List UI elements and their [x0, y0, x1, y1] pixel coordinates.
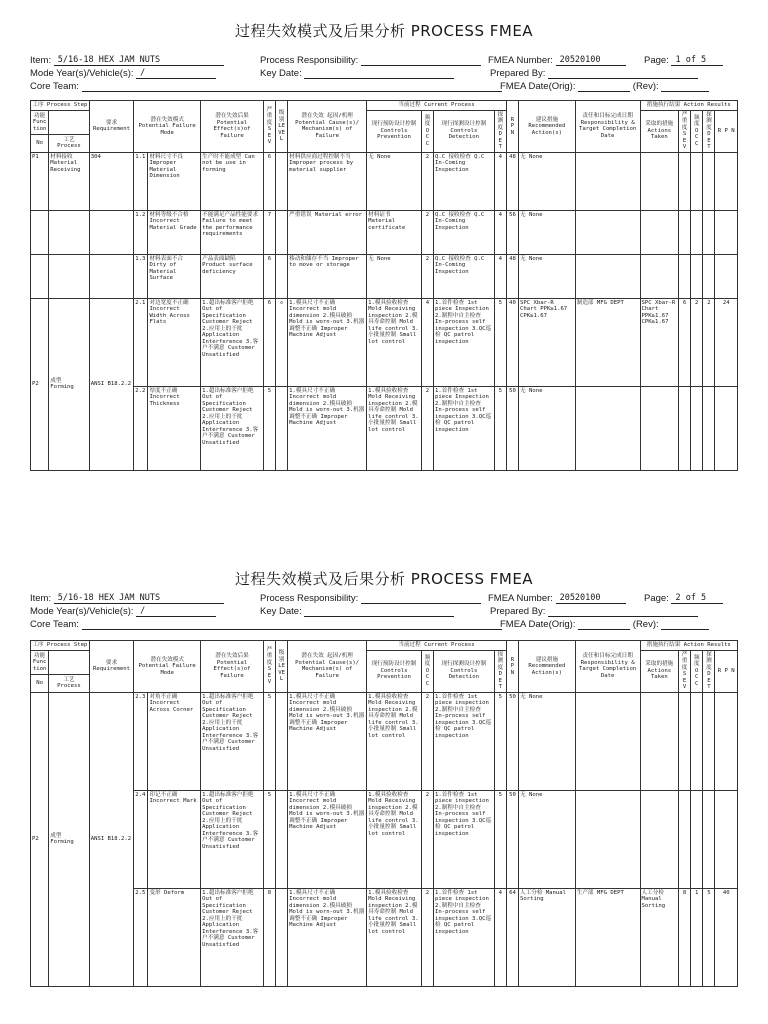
- action-results-header: 措施执行结果 Action Results: [640, 641, 737, 651]
- document-title: 过程失效模式及后果分析 PROCESS FMEA: [234, 570, 534, 588]
- row-occurrence: 2: [421, 790, 433, 888]
- fmea-number-field: [488, 55, 626, 66]
- fmea-date-field: [500, 619, 709, 630]
- key-date-field: [260, 606, 454, 617]
- row-actions-taken: 人工分检 Manual Sorting: [640, 888, 678, 986]
- requirement-header: 要求 Requirement: [89, 641, 134, 693]
- row-recommended-action: SPC Xbar-R Chart PPK≥1.67 CPK≥1.67: [519, 298, 576, 386]
- fmea-date-label: FMEA Date(Orig):: [500, 619, 576, 630]
- row-prevention: 1.模具验收检查 Mold Receiving inspection 2.模具寿命控制 Mold life control 3.小批量控制 Small lot control: [367, 298, 422, 386]
- row-detection-control: 1.首件检查 1st piece inspection 2.制程中自主检查 In-process self inspection 3.QC巡检 QC patrol inspection: [433, 888, 494, 986]
- row-result-rpn: [715, 692, 738, 790]
- failure-effect-header: 潜在失效后果 Potential Effect(s)of Failure: [201, 101, 264, 153]
- row-recommended-action: 人工分检 Manual Sorting: [519, 888, 576, 986]
- failure-mode-header: 潜在失效模式 Potential Failure Mode: [134, 641, 201, 693]
- row-result-detection: [703, 254, 715, 298]
- row-rpn: 50: [506, 790, 518, 888]
- page-number-value: 1 of 5: [671, 55, 723, 66]
- step-spacer-header: [49, 650, 90, 675]
- row-severity: 5: [263, 386, 275, 470]
- row-responsibility: [575, 692, 640, 790]
- row-severity: 6: [263, 152, 275, 210]
- failure-mode-header: 潜在失效模式 Potential Failure Mode: [134, 101, 201, 153]
- detection-rating-header: 探 测 度 D E T: [494, 650, 506, 692]
- page-number-label: Page:: [644, 55, 669, 66]
- fmea-date-label: FMEA Date(Orig):: [500, 81, 576, 92]
- row-result-occurrence: [691, 790, 703, 888]
- process-responsibility-value: [361, 65, 481, 66]
- row-severity: 5: [263, 692, 275, 790]
- row-result-rpn: [715, 386, 738, 470]
- item-value: 5/16-18 HEX JAM NUTS: [54, 593, 224, 604]
- current-process-header: 当前过程 Current Process: [367, 641, 507, 651]
- document-title: 过程失效模式及后果分析 PROCESS FMEA: [234, 22, 534, 40]
- row-no: P2: [31, 298, 49, 470]
- row-result-occurrence: [691, 692, 703, 790]
- row-responsibility: 制造部 MFG DEPT: [575, 298, 640, 386]
- fmea-date-value: [578, 629, 630, 630]
- result-rpn-header: R P N: [715, 650, 738, 692]
- row-responsibility: [575, 210, 640, 254]
- row-failure-mode: 对角不正确 Incorrect Across Corner: [148, 692, 201, 790]
- row-sub-number: 2.3: [134, 692, 148, 790]
- function-header: 功能 Function: [31, 110, 49, 135]
- row-result-severity: [679, 386, 691, 470]
- item-label: Item:: [30, 593, 52, 604]
- fmea-date-value: [578, 91, 630, 92]
- row-rpn: 64: [506, 888, 518, 986]
- row-responsibility: 生产部 MFG DEPT: [575, 888, 640, 986]
- row-result-severity: 6: [679, 298, 691, 386]
- actions-taken-header: 采取的措施 Actions Taken: [640, 650, 678, 692]
- row-severity: 6: [263, 298, 275, 386]
- row-detection-rating: 5: [494, 386, 506, 470]
- row-classification: [276, 254, 288, 298]
- row-process: [49, 210, 90, 254]
- process-responsibility-field: [260, 593, 481, 604]
- row-severity: 8: [263, 888, 275, 986]
- row-occurrence: 4: [421, 298, 433, 386]
- fmea-table-body: [31, 152, 738, 470]
- core-team-field: [30, 619, 502, 630]
- row-prevention: 1.模具验收检查 Mold Receiving inspection 2.模具寿命控制 Mold life control 3.小批量控制 Small lot control: [367, 790, 422, 888]
- row-prevention: 无 None: [367, 152, 422, 210]
- row-result-rpn: [715, 790, 738, 888]
- row-failure-mode: 对边宽度不正确 Incorrect Width Across Flats: [148, 298, 201, 386]
- row-classification: [276, 888, 288, 986]
- revision-value: [661, 629, 709, 630]
- row-result-detection: [703, 692, 715, 790]
- row-failure-mode: 材料尺寸不良 Improper Material Dimension: [148, 152, 201, 210]
- item-value: 5/16-18 HEX JAM NUTS: [54, 55, 224, 66]
- row-failure-cause: 移动和储存不当 Improper to move or storage: [288, 254, 367, 298]
- page-number-field: [644, 55, 723, 66]
- row-result-severity: [679, 152, 691, 210]
- row-recommended-action: 无 None: [519, 790, 576, 888]
- row-detection-rating: 5: [494, 790, 506, 888]
- fmea-date-field: [500, 81, 709, 92]
- occurrence-header: 频 度 O C C: [421, 110, 433, 152]
- row-sub-number: 2.5: [134, 888, 148, 986]
- row-failure-effect: 不能满足产品性能要求 Failure to meet the performance requirements: [201, 210, 264, 254]
- row-detection-rating: 4: [494, 254, 506, 298]
- rpn-header: R P N: [506, 641, 518, 693]
- result-detection-header: 探 测 度 D E T: [703, 110, 715, 152]
- fmea-number-label: FMEA Number:: [488, 55, 553, 66]
- classification-header: 级 别 LEVEL: [276, 101, 288, 153]
- row-detection-rating: 5: [494, 298, 506, 386]
- table-row: [31, 210, 738, 254]
- row-actions-taken: [640, 386, 678, 470]
- row-result-detection: 5: [703, 888, 715, 986]
- row-prevention: 1.模具验收检查 Mold Receiving inspection 2.模具寿命控制 Mold life control 3.小批量控制 Small lot control: [367, 888, 422, 986]
- row-result-occurrence: [691, 152, 703, 210]
- row-requirement: ANSI B18.2.2: [89, 298, 134, 470]
- row-occurrence: 2: [421, 254, 433, 298]
- row-result-severity: 8: [679, 888, 691, 986]
- row-process: 材料接收 Material Receiving: [49, 152, 90, 210]
- row-actions-taken: [640, 790, 678, 888]
- severity-header: 严 重 度 S E V: [263, 101, 275, 153]
- row-prevention: 材料证书 Material certificate: [367, 210, 422, 254]
- row-classification: [276, 152, 288, 210]
- row-rpn: 40: [506, 298, 518, 386]
- row-prevention: 无 None: [367, 254, 422, 298]
- row-prevention: 1.模具验收检查 Mold Receiving inspection 2.模具寿命控制 Mold life control 3.小批量控制 Small lot control: [367, 692, 422, 790]
- row-result-occurrence: 1: [691, 888, 703, 986]
- row-detection-rating: 4: [494, 210, 506, 254]
- process-step-header: 工序 Process Step: [32, 642, 88, 648]
- row-sub-number: 2.1: [134, 298, 148, 386]
- page-number-field: [644, 593, 723, 604]
- row-result-rpn: 40: [715, 888, 738, 986]
- row-classification: [276, 210, 288, 254]
- row-responsibility: [575, 152, 640, 210]
- row-failure-cause: 1.模具尺寸不正确 Incorrect mold dimension 2.模具破损 Mold is worn-out 3.机器调整不正确 Improper Machine Adjust: [288, 790, 367, 888]
- classification-header: 级 别 LEVEL: [276, 641, 288, 693]
- row-result-rpn: [715, 254, 738, 298]
- row-rpn: 56: [506, 210, 518, 254]
- result-occurrence-header: 频 度 O C C: [691, 110, 703, 152]
- no-header: No: [31, 675, 49, 692]
- row-detection-rating: 5: [494, 692, 506, 790]
- row-detection-rating: 4: [494, 152, 506, 210]
- prepared-by-label: Prepared By:: [490, 68, 546, 79]
- recommended-action-header: 建议措施 Recommended Action(s): [519, 101, 576, 153]
- row-failure-effect: 1.超出标准客户拒绝 Out of Specification Customer Reject 2.应用上的干扰 Application Interference 3.客户不满意 Customer Unsatisfied: [201, 692, 264, 790]
- fmea-number-value: 20520100: [556, 593, 626, 604]
- row-no: [31, 254, 49, 298]
- row-failure-cause: 1.模具尺寸不正确 Incorrect mold dimension 2.模具破损 Mold is worn-out 3.机器调整不正确 Improper Machine Adjust: [288, 888, 367, 986]
- row-occurrence: 2: [421, 152, 433, 210]
- process-header: 工艺 Process: [49, 675, 90, 692]
- row-failure-mode: 材料表面不合 Dirty of Material Surface: [148, 254, 201, 298]
- row-recommended-action: 无 None: [519, 210, 576, 254]
- page-number-label: Page:: [644, 593, 669, 604]
- row-responsibility: [575, 790, 640, 888]
- model-year-label: Mode Year(s)/Vehicle(s):: [30, 68, 134, 79]
- revision-value: [661, 91, 709, 92]
- no-header: No: [31, 135, 49, 152]
- row-result-severity: [679, 692, 691, 790]
- row-result-detection: [703, 152, 715, 210]
- prepared-by-value: [548, 616, 698, 617]
- row-detection-rating: 4: [494, 888, 506, 986]
- detection-control-header: 现行探测设计控制 Controls Detection: [433, 110, 494, 152]
- row-actions-taken: [640, 692, 678, 790]
- rpn-header: R P N: [506, 101, 518, 153]
- result-severity-header: 严 重 度 S E V: [679, 650, 691, 692]
- item-label: Item:: [30, 55, 52, 66]
- row-result-severity: [679, 790, 691, 888]
- model-year-label: Mode Year(s)/Vehicle(s):: [30, 606, 134, 617]
- action-results-header: 措施执行结果 Action Results: [640, 101, 737, 111]
- step-spacer-header: [49, 110, 90, 135]
- row-rpn: 50: [506, 692, 518, 790]
- table-row: [31, 254, 738, 298]
- row-requirement: ANSI B18.2.2: [89, 692, 134, 986]
- core-team-label: Core Team:: [30, 81, 79, 92]
- fmea-table: [30, 640, 738, 987]
- row-requirement: [89, 254, 134, 298]
- fmea-number-field: [488, 593, 626, 604]
- core-team-value: [82, 629, 502, 630]
- prevention-header: 现行预防设计控制 Controls Prevention: [367, 110, 422, 152]
- row-detection-control: 1.首件检查 1st piece inspection 2.制程中自主检查 In-process self inspection 3.QC巡检 QC patrol inspection: [433, 790, 494, 888]
- key-date-value: [304, 78, 454, 79]
- model-year-field: [30, 606, 216, 617]
- table-row: [31, 298, 738, 386]
- row-failure-effect: 生产时不能成型 Can not be use in forming: [201, 152, 264, 210]
- row-recommended-action: 无 None: [519, 152, 576, 210]
- row-detection-control: Q.C 接收检查 Q.C In-Coming Inspection: [433, 210, 494, 254]
- fmea-sheet-page-2: [0, 512, 768, 1024]
- row-process: [49, 254, 90, 298]
- row-detection-control: Q.C 接收检查 Q.C In-Coming Inspection: [433, 254, 494, 298]
- result-detection-header: 探 测 度 D E T: [703, 650, 715, 692]
- table-row: [31, 888, 738, 986]
- row-responsibility: [575, 254, 640, 298]
- occurrence-header: 频 度 O C C: [421, 650, 433, 692]
- row-result-detection: [703, 386, 715, 470]
- row-detection-control: 1.首件检查 1st piece Inspection 2.制程中自主检查 In-process self inspection 3.QC巡检 QC patrol inspection: [433, 298, 494, 386]
- model-year-value: /: [136, 606, 216, 617]
- row-responsibility: [575, 386, 640, 470]
- row-failure-cause: 1.模具尺寸不正确 Incorrect mold dimension 2.模具破损 Mold is worn-out 3.机器调整不正确 Improper Machine Adjust: [288, 298, 367, 386]
- requirement-header: 要求 Requirement: [89, 101, 134, 153]
- row-classification: [276, 386, 288, 470]
- process-header: 工艺 Process: [49, 135, 90, 152]
- row-classification: [276, 692, 288, 790]
- row-no: P1: [31, 152, 49, 210]
- row-result-rpn: [715, 210, 738, 254]
- row-sub-number: 2.4: [134, 790, 148, 888]
- row-actions-taken: [640, 152, 678, 210]
- row-sub-number: 1.3: [134, 254, 148, 298]
- result-occurrence-header: 频 度 O C C: [691, 650, 703, 692]
- row-recommended-action: 无 None: [519, 254, 576, 298]
- row-failure-cause: 1.模具尺寸不正确 Incorrect mold dimension 2.模具破损 Mold is worn-out 3.机器调整不正确 Improper Machine Adjust: [288, 386, 367, 470]
- row-severity: 5: [263, 790, 275, 888]
- severity-header: 严 重 度 S E V: [263, 641, 275, 693]
- model-year-value: /: [136, 68, 216, 79]
- table-row: [31, 386, 738, 470]
- row-failure-cause: 严重错误 Material error: [288, 210, 367, 254]
- process-responsibility-label: Process Responsibility:: [260, 55, 359, 66]
- row-detection-control: 1.首件检查 1st piece inspection 2.制程中自主检查 In-process self inspection 3.QC巡检 QC patrol inspection: [433, 692, 494, 790]
- row-sub-number: 1.1: [134, 152, 148, 210]
- table-row: [31, 692, 738, 790]
- process-step-header: 工序 Process Step: [32, 102, 88, 108]
- actions-taken-header: 采取的措施 Actions Taken: [640, 110, 678, 152]
- fmea-table-body: [31, 692, 738, 986]
- row-result-rpn: 24: [715, 298, 738, 386]
- row-failure-mode: 印记不正确 Incorrect Mark: [148, 790, 201, 888]
- row-actions-taken: [640, 210, 678, 254]
- result-severity-header: 严 重 度 S E V: [679, 110, 691, 152]
- row-failure-effect: 产品表面缺陷 Product surface deficiency: [201, 254, 264, 298]
- prevention-header: 现行预防设计控制 Controls Prevention: [367, 650, 422, 692]
- row-no: [31, 210, 49, 254]
- row-failure-cause: 材料供应商过程控制不当 Improper process by material supplier: [288, 152, 367, 210]
- failure-cause-header: 潜在失效 起因/机理 Potential Cause(s)/ Mechanism(s) of Failure: [288, 101, 367, 153]
- prepared-by-field: [490, 606, 698, 617]
- fmea-number-value: 20520100: [556, 55, 626, 66]
- row-requirement: 304: [89, 152, 134, 210]
- process-responsibility-value: [361, 603, 481, 604]
- row-rpn: 48: [506, 254, 518, 298]
- row-sub-number: 2.2: [134, 386, 148, 470]
- row-severity: 6: [263, 254, 275, 298]
- revision-label: (Rev):: [632, 619, 659, 630]
- row-requirement: [89, 210, 134, 254]
- key-date-field: [260, 68, 454, 79]
- row-classification: [276, 790, 288, 888]
- row-result-severity: [679, 210, 691, 254]
- row-result-occurrence: [691, 210, 703, 254]
- row-failure-mode: 材料等级不合格 Incorrect Material Grade: [148, 210, 201, 254]
- row-failure-effect: 1.超出标准客户拒绝 Out of Specification Customer Reject 2.应用上的干扰 Application Interference 3.客户不满意 Customer Unsatisfied: [201, 790, 264, 888]
- row-actions-taken: SPC Xbar-R Chart PPK≥1.67 CPK≥1.67: [640, 298, 678, 386]
- current-process-header: 当前过程 Current Process: [367, 101, 507, 111]
- process-responsibility-label: Process Responsibility:: [260, 593, 359, 604]
- fmea-table: [30, 100, 738, 471]
- row-result-occurrence: [691, 254, 703, 298]
- prepared-by-value: [548, 78, 698, 79]
- row-result-occurrence: [691, 386, 703, 470]
- prepared-by-label: Prepared By:: [490, 606, 546, 617]
- row-classification: ◇: [276, 298, 288, 386]
- table-row: [31, 152, 738, 210]
- result-rpn-header: R P N: [715, 110, 738, 152]
- row-rpn: 50: [506, 386, 518, 470]
- recommended-action-header: 建议措施 Recommended Action(s): [519, 641, 576, 693]
- core-team-label: Core Team:: [30, 619, 79, 630]
- key-date-label: Key Date:: [260, 68, 302, 79]
- model-year-field: [30, 68, 216, 79]
- detection-control-header: 现行探测设计控制 Controls Detection: [433, 650, 494, 692]
- row-occurrence: 2: [421, 888, 433, 986]
- prepared-by-field: [490, 68, 698, 79]
- key-date-label: Key Date:: [260, 606, 302, 617]
- row-no: P2: [31, 692, 49, 986]
- row-result-detection: [703, 210, 715, 254]
- row-detection-control: 1.首件检查 1st piece Inspection 2.制程中自主检查 In-process self inspection 3.QC巡检 QC patrol inspection: [433, 386, 494, 470]
- row-result-detection: 2: [703, 298, 715, 386]
- row-failure-mode: 厚度不正确 Incorrect Thickness: [148, 386, 201, 470]
- row-occurrence: 2: [421, 386, 433, 470]
- fmea-table-header: [31, 641, 738, 693]
- responsibility-header: 责任和目标完成日期 Responsibility & Target Completion Date: [575, 101, 640, 153]
- core-team-value: [82, 91, 502, 92]
- responsibility-header: 责任和目标完成日期 Responsibility & Target Completion Date: [575, 641, 640, 693]
- row-recommended-action: 无 None: [519, 692, 576, 790]
- failure-effect-header: 潜在失效后果 Potential Effect(s)of Failure: [201, 641, 264, 693]
- row-recommended-action: 无 None: [519, 386, 576, 470]
- table-row: [31, 790, 738, 888]
- item-field: [30, 593, 224, 604]
- row-actions-taken: [640, 254, 678, 298]
- page-number-value: 2 of 5: [671, 593, 723, 604]
- failure-cause-header: 潜在失效 起因/机理 Potential Cause(s)/ Mechanism(s) of Failure: [288, 641, 367, 693]
- row-failure-effect: 1.超出标准客户拒绝 Out of Specification Customer Reject 2.应用上的干扰 Application Interference 3.客户不满意 Customer Unsatisfied: [201, 888, 264, 986]
- fmea-table-header: [31, 101, 738, 153]
- row-sub-number: 1.2: [134, 210, 148, 254]
- row-failure-cause: 1.模具尺寸不正确 Incorrect mold dimension 2.模具破损 Mold is worn-out 3.机器调整不正确 Improper Machine Adjust: [288, 692, 367, 790]
- row-occurrence: 2: [421, 692, 433, 790]
- process-responsibility-field: [260, 55, 481, 66]
- row-result-rpn: [715, 152, 738, 210]
- row-failure-effect: 1.超出标准客户拒绝 Out of Specification Customer Reject 2.应用上的干扰 Application Interference 3.客户不满意 Customer Unsatisfied: [201, 386, 264, 470]
- key-date-value: [304, 616, 454, 617]
- function-header: 功能 Function: [31, 650, 49, 675]
- fmea-number-label: FMEA Number:: [488, 593, 553, 604]
- core-team-field: [30, 81, 502, 92]
- row-result-severity: [679, 254, 691, 298]
- row-result-detection: [703, 790, 715, 888]
- item-field: [30, 55, 224, 66]
- detection-rating-header: 探 测 度 D E T: [494, 110, 506, 152]
- row-failure-mode: 变形 Deform: [148, 888, 201, 986]
- row-occurrence: 2: [421, 210, 433, 254]
- row-result-occurrence: 2: [691, 298, 703, 386]
- row-failure-effect: 1.超出标准客户拒绝 Out of Specification Customer Reject 2.应用上的干扰 Application Interference 3.客户不满意 Customer Unsatisfied: [201, 298, 264, 386]
- revision-label: (Rev):: [632, 81, 659, 92]
- row-process: 成型 Forming: [49, 692, 90, 986]
- row-prevention: 1.模具验收检查 Mold Receiving inspection 2.模具寿命控制 Mold life control 3.小批量控制 Small lot control: [367, 386, 422, 470]
- row-rpn: 48: [506, 152, 518, 210]
- row-process: 成型 Forming: [49, 298, 90, 470]
- row-severity: 7: [263, 210, 275, 254]
- row-detection-control: Q.C 接收检查 Q.C In-Coming Inspection: [433, 152, 494, 210]
